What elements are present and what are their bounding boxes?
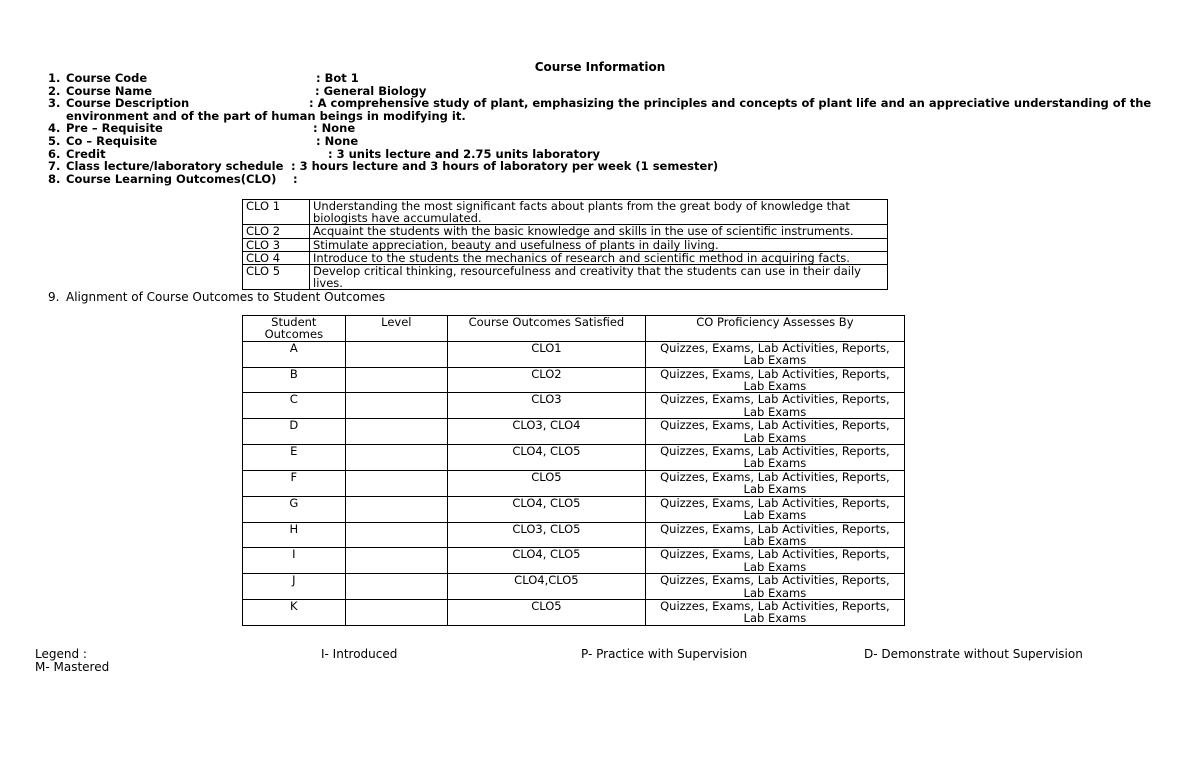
item-number: 6. xyxy=(48,146,61,161)
clo-description: Develop critical thinking, resourcefulness and creativity that the students can use in their daily lives. xyxy=(310,265,888,290)
level-cell xyxy=(345,548,447,574)
item-value: : 3 hours lecture and 3 hours of laboratory per week (1 semester) xyxy=(291,159,719,174)
item-value: : General Biology xyxy=(315,83,427,98)
course-outcomes-cell: CLO4, CLO5 xyxy=(448,548,646,574)
table-row xyxy=(243,419,905,445)
course-outcomes-cell: CLO2 xyxy=(448,367,646,393)
table-row xyxy=(243,470,905,496)
assessment-cell: Quizzes, Exams, Lab Activities, Reports, Lab Exams xyxy=(645,548,904,574)
table-row xyxy=(243,225,888,238)
table-row xyxy=(243,574,905,600)
course-outcomes-cell: CLO5 xyxy=(448,599,646,625)
assessment-cell: Quizzes, Exams, Lab Activities, Reports, Lab Exams xyxy=(645,496,904,522)
item-label: Credit xyxy=(66,146,106,161)
legend-mastered: M- Mastered xyxy=(35,659,110,674)
course-outcomes-cell: CLO4, CLO5 xyxy=(448,496,646,522)
assessment-cell: Quizzes, Exams, Lab Activities, Reports, Lab Exams xyxy=(645,599,904,625)
item-label: Co – Requisite xyxy=(66,133,158,148)
course-info-list xyxy=(48,72,1158,185)
item-number: 8. xyxy=(48,171,61,186)
assessment-cell: Quizzes, Exams, Lab Activities, Reports, Lab Exams xyxy=(645,341,904,367)
pre-requisite-row xyxy=(48,122,1158,135)
column-header: Course Outcomes Satisfied xyxy=(448,316,646,342)
student-outcome-cell: E xyxy=(243,445,346,471)
student-outcome-cell: F xyxy=(243,470,346,496)
student-outcome-cell: D xyxy=(243,419,346,445)
alignment-heading-text: Alignment of Course Outcomes to Student Outcomes xyxy=(66,290,386,304)
student-outcome-cell: G xyxy=(243,496,346,522)
level-cell xyxy=(345,522,447,548)
clo-code: CLO 1 xyxy=(243,200,310,225)
item-value: : 3 units lecture and 2.75 units laboratory xyxy=(328,146,601,161)
table-row xyxy=(243,265,888,290)
item-number: 1. xyxy=(48,71,61,85)
table-row xyxy=(243,238,888,251)
course-description-row xyxy=(48,97,1158,122)
level-cell xyxy=(345,496,447,522)
level-cell xyxy=(345,445,447,471)
level-cell xyxy=(345,341,447,367)
clo-code: CLO 2 xyxy=(243,225,310,238)
item-value: : None xyxy=(313,121,356,136)
document-title: Course Information xyxy=(534,60,666,74)
schedule-row xyxy=(48,160,1158,173)
legend-label: Legend : xyxy=(35,647,87,661)
item-label: Course Code xyxy=(66,71,148,85)
item-number: 4. xyxy=(48,121,61,136)
item-number: 7. xyxy=(48,159,61,174)
clo-code: CLO 5 xyxy=(243,265,310,290)
assessment-cell: Quizzes, Exams, Lab Activities, Reports, Lab Exams xyxy=(645,522,904,548)
assessment-cell: Quizzes, Exams, Lab Activities, Reports, Lab Exams xyxy=(645,419,904,445)
level-cell xyxy=(345,367,447,393)
clo-description: Stimulate appreciation, beauty and usefulness of plants in daily living. xyxy=(310,238,888,251)
alignment-heading xyxy=(48,290,385,304)
legend-practice: P- Practice with Supervision xyxy=(581,647,748,661)
table-row xyxy=(243,367,905,393)
column-header: Student Outcomes xyxy=(243,316,346,342)
student-outcome-cell: K xyxy=(243,599,346,625)
item-label: Pre – Requisite xyxy=(66,121,163,136)
table-header-row xyxy=(243,316,905,342)
table-row xyxy=(243,393,905,419)
course-outcomes-cell: CLO5 xyxy=(448,470,646,496)
clo-description: Understanding the most significant facts about plants from the great body of knowledge that biologists have accumulated. xyxy=(310,200,888,225)
item-value-continuation: environment and of the part of human beings in modifying it. xyxy=(66,108,466,123)
level-cell xyxy=(345,470,447,496)
course-outcomes-cell: CLO1 xyxy=(448,341,646,367)
table-row xyxy=(243,548,905,574)
clo-table xyxy=(242,199,888,290)
item-value: : xyxy=(293,171,298,186)
level-cell xyxy=(345,599,447,625)
learning-outcomes-row xyxy=(48,173,1158,186)
clo-code: CLO 4 xyxy=(243,251,310,264)
table-row xyxy=(243,496,905,522)
item-label: Course Description xyxy=(66,96,190,111)
course-outcomes-cell: CLO3, CLO4 xyxy=(448,419,646,445)
item-number: 5. xyxy=(48,133,61,148)
student-outcome-cell: J xyxy=(243,574,346,600)
course-outcomes-cell: CLO4, CLO5 xyxy=(448,445,646,471)
assessment-cell: Quizzes, Exams, Lab Activities, Reports, Lab Exams xyxy=(645,574,904,600)
clo-description: Introduce to the students the mechanics of research and scientific method in acquiring facts. xyxy=(310,251,888,264)
assessment-cell: Quizzes, Exams, Lab Activities, Reports, Lab Exams xyxy=(645,470,904,496)
level-cell xyxy=(345,419,447,445)
table-row xyxy=(243,445,905,471)
assessment-cell: Quizzes, Exams, Lab Activities, Reports, Lab Exams xyxy=(645,367,904,393)
student-outcome-cell: B xyxy=(243,367,346,393)
item-label: Course Learning Outcomes(CLO) xyxy=(66,171,277,186)
item-number: 2. xyxy=(48,83,61,98)
course-outcomes-cell: CLO4,CLO5 xyxy=(448,574,646,600)
co-requisite-row xyxy=(48,135,1158,148)
clo-code: CLO 3 xyxy=(243,238,310,251)
assessment-cell: Quizzes, Exams, Lab Activities, Reports, Lab Exams xyxy=(645,445,904,471)
column-header: Level xyxy=(345,316,447,342)
table-row xyxy=(243,200,888,225)
table-row xyxy=(243,251,888,264)
table-row xyxy=(243,341,905,367)
item-number: 3. xyxy=(48,96,61,111)
item-label: Class lecture/laboratory schedule xyxy=(66,159,284,174)
item-label: Course Name xyxy=(66,83,153,98)
item-value: : None xyxy=(316,133,359,148)
column-header: CO Proficiency Assesses By xyxy=(645,316,904,342)
level-cell xyxy=(345,393,447,419)
student-outcome-cell: C xyxy=(243,393,346,419)
item-value: : Bot 1 xyxy=(316,71,359,85)
table-row xyxy=(243,599,905,625)
student-outcome-cell: I xyxy=(243,548,346,574)
course-outcomes-cell: CLO3, CLO5 xyxy=(448,522,646,548)
clo-description: Acquaint the students with the basic knowledge and skills in the use of scientific instruments. xyxy=(310,225,888,238)
table-row xyxy=(243,522,905,548)
legend-introduced: I- Introduced xyxy=(321,647,398,661)
item-value: : A comprehensive study of plant, emphasizing the principles and concepts of plant life and an appreciative understanding of the xyxy=(309,96,1152,111)
student-outcome-cell: H xyxy=(243,522,346,548)
assessment-cell: Quizzes, Exams, Lab Activities, Reports, Lab Exams xyxy=(645,393,904,419)
outcomes-table xyxy=(242,315,905,626)
item-number: 9. xyxy=(48,290,60,304)
level-cell xyxy=(345,574,447,600)
course-code-row xyxy=(48,72,1158,85)
legend-demonstrate: D- Demonstrate without Supervision xyxy=(864,647,1083,661)
course-outcomes-cell: CLO3 xyxy=(448,393,646,419)
student-outcome-cell: A xyxy=(243,341,346,367)
